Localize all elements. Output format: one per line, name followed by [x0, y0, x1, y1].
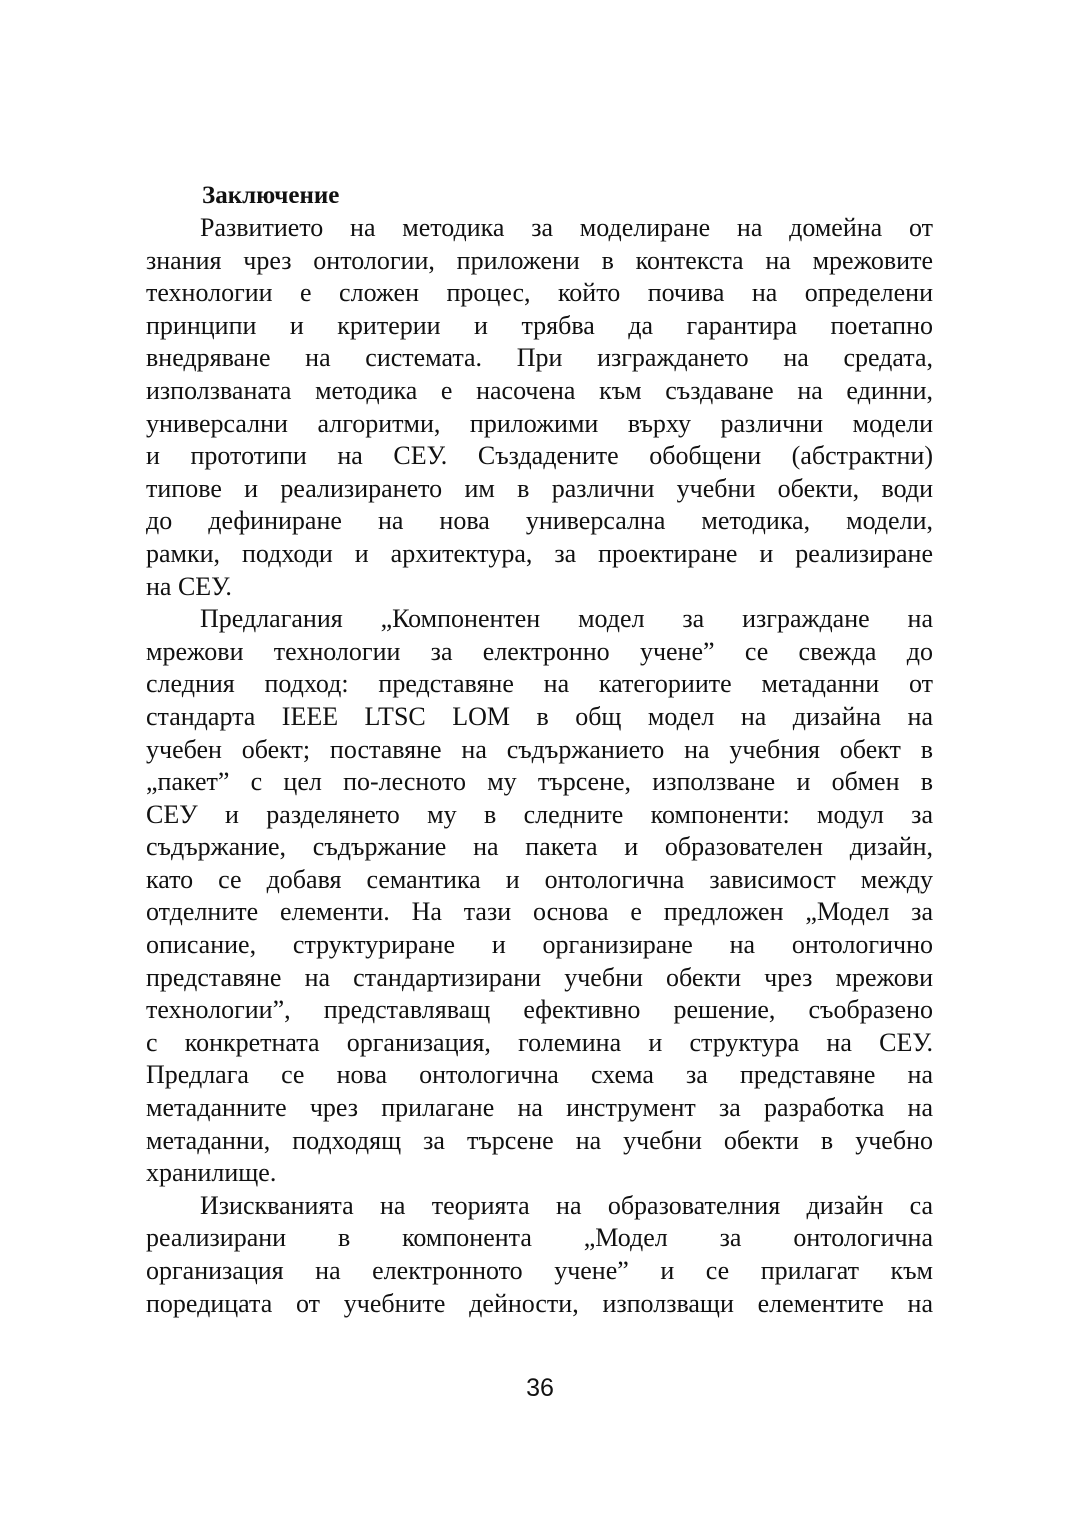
text-line: представяне на стандартизирани учебни обекти чрез мрежови: [146, 962, 933, 992]
text-line: Развитието на методика за моделиране на домейна от: [200, 213, 933, 242]
text-line: отделните елементи. На тази основа е предложен „Модел за: [146, 897, 933, 927]
text-line: на СЕУ.: [146, 571, 232, 601]
text-line: технологии е сложен процес, който почива на определени: [146, 278, 933, 308]
text-line: като се добавя семантика и онтологична зависимост между: [146, 864, 933, 894]
paragraph: [146, 1190, 933, 1320]
text-line: хранилище.: [146, 1158, 277, 1188]
text-line: описание, структуриране и организиране на онтологично: [146, 930, 933, 960]
paragraph: [146, 603, 933, 1190]
body-text: [146, 212, 933, 1320]
text-line: Предлага се нова онтологична схема за представяне на: [146, 1060, 933, 1090]
text-line: Предлагания „Компонентен модел за изграждане на: [200, 604, 933, 634]
page-number: 36: [526, 1374, 554, 1402]
text-line: принципи и критерии и трябва да гарантира поетапно: [146, 310, 933, 340]
text-line: метаданните чрез прилагане на инструмент за разработка на: [146, 1093, 933, 1123]
text-line: до дефиниране на нова универсална методика, модели,: [146, 506, 933, 536]
text-line: с конкретната организация, големина и структура на СЕУ.: [146, 1027, 933, 1057]
text-line: реализирани в компонента „Модел за онтологична: [146, 1223, 933, 1253]
text-line: учебен обект; поставяне на съдържанието на учебния обект в: [146, 734, 933, 764]
section-heading: Заключение: [202, 182, 340, 209]
text-line: стандарта IEEE LTSC LOM в общ модел на дизайна на: [146, 701, 933, 731]
text-line: използваната методика е насочена към създаване на единни,: [146, 375, 933, 405]
text-line: универсални алгоритми, приложими върху различни модели: [146, 408, 933, 438]
text-line: „пакет” с цел по-лесното му търсене, използване и обмен в: [146, 767, 933, 797]
text-line: поредицата от учебните дейности, използващи елементите на: [146, 1288, 933, 1318]
text-line: внедряване на системата. При изграждането на средата,: [146, 343, 933, 373]
text-line: метаданни, подходящ за търсене на учебни обекти в учебно: [146, 1125, 933, 1155]
text-line: и прототипи на СЕУ. Създадените обобщени (абстрактни): [146, 441, 933, 471]
text-line: типове и реализирането им в различни учебни обекти, води: [146, 473, 933, 503]
text-line: рамки, подходи и архитектура, за проектиране и реализиране: [146, 538, 933, 568]
text-line: следния подход: представяне на категориите метаданни от: [146, 669, 933, 699]
text-line: мрежови технологии за електронно учене” се свежда до: [146, 636, 933, 666]
text-line: технологии”, представляващ ефективно решение, съобразено: [146, 995, 933, 1025]
text-line: Изискванията на теорията на образователния дизайн са: [200, 1190, 933, 1220]
text-line: знания чрез онтологии, приложени в контекста на мрежовите: [146, 245, 933, 275]
text-line: съдържание, съдържание на пакета и образователен дизайн,: [146, 832, 933, 862]
paragraph: [146, 212, 933, 603]
text-line: СЕУ и разделянето му в следните компоненти: модул за: [146, 799, 933, 829]
text-line: организация на електронното учене” и се прилагат към: [146, 1256, 933, 1285]
